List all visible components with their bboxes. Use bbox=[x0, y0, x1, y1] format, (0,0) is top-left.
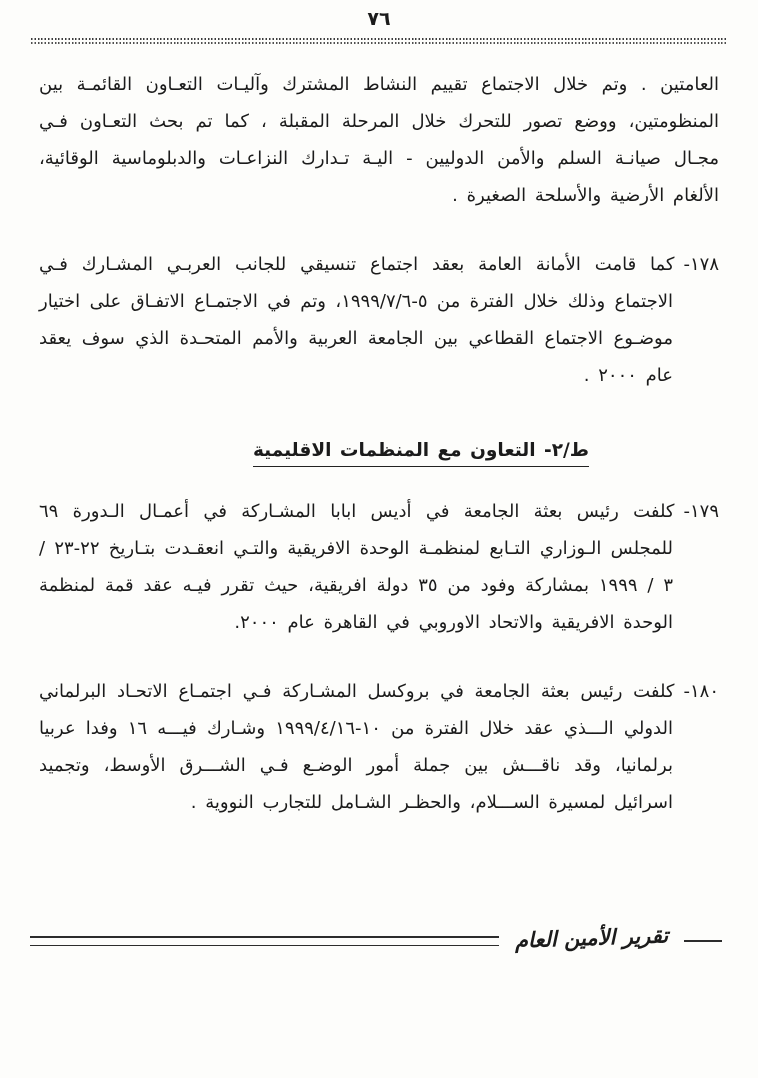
paragraph-180-text: كلفت رئيس بعثة الجامعة في بروكسل المشـاركة فـي اجتمـاع الاتحـاد البرلماني الدولي الـــذي عقد خلال الفترة من ١٠-١٩٩٩/٤/١٦ وشـارك فيـــه ١٦ وفدا عربيا برلمانيا، وقد ناقـــش بين جملة أمور الوضـع فـي الشـــرق الأوسط، وتجميد اسرائيل لمسيرة الســـلام، والحظـر الشـامل للتجارب النووية . bbox=[39, 680, 675, 813]
paragraph-179 bbox=[39, 493, 719, 641]
paragraph-179-number: ١٧٩- bbox=[683, 500, 719, 522]
paragraph-179-text: كلفت رئيس بعثة الجامعة في أديس ابابا المشـاركة في أعمـال الـدورة ٦٩ للمجلس الـوزاري التـابع لمنظمـة الوحدة الافريقية والتـي انعقـدت بتـاريخ ٢٢-٢٣ / ٣ / ١٩٩٩ بمشاركة وفود من ٣٥ دولة افريقية، حيث تقرر فيـه عقد قمة لمنظمة الوحدة الافريقية والاتحاد الاوروبي في القاهرة عام ٢٠٠٠. bbox=[39, 500, 675, 633]
paragraph-180-number: ١٨٠- bbox=[683, 680, 719, 702]
footer-rule-left bbox=[30, 936, 499, 946]
dotted-line bbox=[31, 38, 727, 40]
paragraph-178-text: كما قامت الأمانة العامة بعقد اجتماع تنسيقي للجانب العربـي المشـارك فـي الاجتماع وذلك خلال الفترة من ٥-١٩٩٩/٧/٦، وتم في الاجتمـاع الاتفـاق على اختيار موضـوع الاجتماع القطاعي بين الجامعة العربية والأمم المتحـدة الذي سوف يعقد عام ٢٠٠٠ . bbox=[39, 253, 675, 386]
paragraph-178-number: ١٧٨- bbox=[683, 253, 719, 275]
paragraph-180 bbox=[39, 673, 719, 821]
intro-paragraph: العامتين . وتم خلال الاجتماع تقييم النشاط المشترك وآليـات التعـاون القائمـة بين المنظومتين، ووضع تصور للتحرك خلال المرحلة المقبلة ، كما تم بحث التعـاون فـي مجـال صيانـة السلم والأمن الدوليين - اليـة تـدارك النزاعـات والدبلوماسية الوقائية، الألغام الأرضية والأسلحة الصغيرة . bbox=[39, 73, 719, 206]
section-heading: ط/٢- التعاون مع المنظمات الاقليمية bbox=[253, 440, 589, 467]
page-number: ٧٦ bbox=[367, 8, 391, 30]
paragraph-178 bbox=[39, 246, 719, 394]
dotted-line bbox=[31, 42, 727, 44]
top-divider bbox=[31, 38, 727, 44]
page-footer bbox=[30, 923, 722, 956]
footer-signature: تقرير الأمين العام bbox=[514, 923, 669, 953]
footer-rule-right bbox=[684, 940, 722, 942]
